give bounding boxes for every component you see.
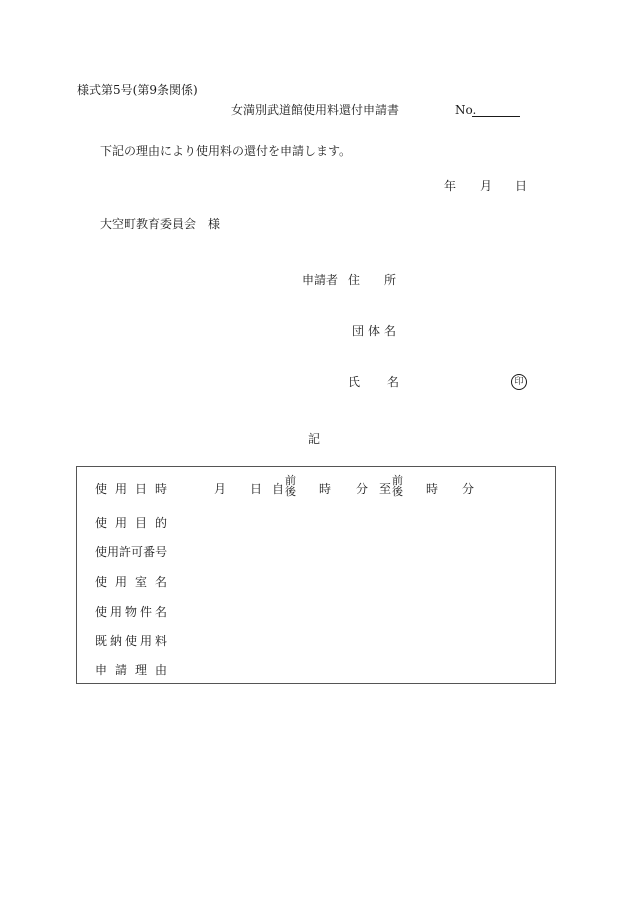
name-label: 氏名 (348, 375, 427, 389)
date-day-label: 日 (515, 179, 528, 193)
datetime-day-label: 日 (250, 482, 263, 496)
row-label-permit-number: 使 用 許 可 番 号 (95, 545, 168, 559)
address-label: 住所 (348, 273, 421, 287)
to-pm-label: 後 (392, 485, 403, 498)
applicant-label: 申請者 (302, 273, 339, 287)
details-table (76, 466, 556, 684)
row-label-application-reason: 申 請 理 由 (95, 663, 167, 677)
number-field-line[interactable] (472, 116, 520, 117)
from-am-label: 前 (285, 474, 296, 487)
from-pm-label: 後 (285, 485, 296, 498)
to-hour-label: 時 (426, 482, 439, 496)
row-label-usage-purpose: 使 用 目 的 (95, 516, 167, 530)
to-minute-label: 分 (462, 482, 475, 496)
number-label: No. (455, 103, 477, 117)
date-month-label: 月 (480, 179, 493, 193)
from-minute-label: 分 (356, 482, 369, 496)
to-ampm-label (392, 475, 403, 497)
row-label-usage-datetime: 使 用 日 時 (95, 482, 167, 496)
to-am-label: 前 (392, 474, 403, 487)
form-title: 女満別武道館使用料還付申請書 (231, 103, 400, 117)
row-label-room-name: 使 用 室 名 (95, 575, 167, 589)
datetime-from-label: 自 (272, 482, 285, 496)
row-label-equipment-name: 使 用 物 件 名 (95, 605, 167, 619)
datetime-to-label: 至 (379, 482, 392, 496)
recipient: 大空町教育委員会 様 (100, 217, 221, 231)
ki-heading: 記 (308, 432, 321, 446)
intro-text: 下記の理由により使用料の還付を申請します。 (100, 144, 352, 158)
date-year-label: 年 (444, 179, 457, 193)
seal-mark: 印 (511, 374, 527, 390)
from-hour-label: 時 (319, 482, 332, 496)
from-ampm-label (285, 475, 296, 497)
row-label-paid-fee: 既 納 使 用 料 (95, 634, 167, 648)
form-number: 様式第5号(第9条関係) (77, 83, 198, 97)
datetime-month-label: 月 (214, 482, 227, 496)
group-name-label: 団体名 (352, 324, 401, 338)
